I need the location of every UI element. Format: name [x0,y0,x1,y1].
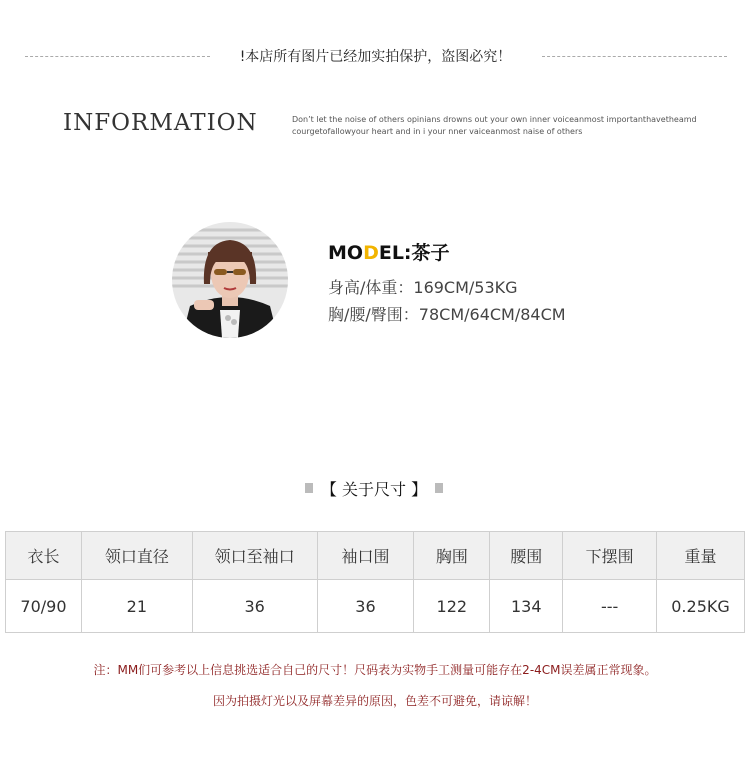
header-cell: 胸围 [414,532,490,580]
model-height-weight: 身高/体重：169CM/53KG [328,278,518,297]
value-cell: 122 [414,580,490,633]
value-cell: 36 [192,580,317,633]
value-cell: 21 [81,580,192,633]
header-cell: 领口直径 [81,532,192,580]
notice-text: !本店所有图片已经加实拍保护，盗图必究！ [239,49,512,65]
model-label-el: EL: [378,242,412,264]
header-cell: 衣长 [6,532,82,580]
value-cell: --- [563,580,657,633]
header-cell: 下摆围 [563,532,657,580]
color-note: 因为拍摄灯光以及屏幕差异的原因，色差不可避免，请谅解！ [212,694,537,708]
model-avatar [172,222,288,338]
header-cell: 腰围 [490,532,563,580]
size-note: 注：MM们可参考以上信息挑选适合自己的尺寸！尺码表为实物手工测量可能存在2-4CM误差属正常现象。 [93,663,657,677]
information-title: INFORMATION [63,110,258,136]
description-line-1: Don’t let the noise of others opinians drowns out your own inner voiceanmost importanthavetheamd [292,115,697,124]
copyright-notice [0,44,750,68]
model-measurements: 胸/腰/臀围：78CM/64CM/84CM [328,305,566,324]
size-table [5,531,745,633]
size-heading-text: 【 关于尺寸 】 [320,480,428,499]
divider-right [542,56,727,57]
description-line-2: courgetofallowyour heart and in i your nner vaiceanmost naise of others [292,127,583,136]
size-table-value-row [6,580,745,633]
size-table-header-row [6,532,745,580]
model-label-d: D [363,242,379,264]
heading-bar-left [305,483,313,493]
divider-left [25,56,210,57]
information-description [292,114,712,138]
size-section-heading [305,477,443,499]
value-cell: 134 [490,580,563,633]
value-cell: 0.25KG [657,580,745,633]
header-cell: 重量 [657,532,745,580]
header-cell: 领口至袖口 [192,532,317,580]
heading-bar-right [435,483,443,493]
value-cell: 36 [317,580,414,633]
header-cell: 袖口围 [317,532,414,580]
model-label-mo: MO [328,242,364,264]
model-name: 茶子 [411,242,450,264]
model-photo [172,222,288,338]
value-cell: 70/90 [6,580,82,633]
model-name-label [328,238,450,265]
